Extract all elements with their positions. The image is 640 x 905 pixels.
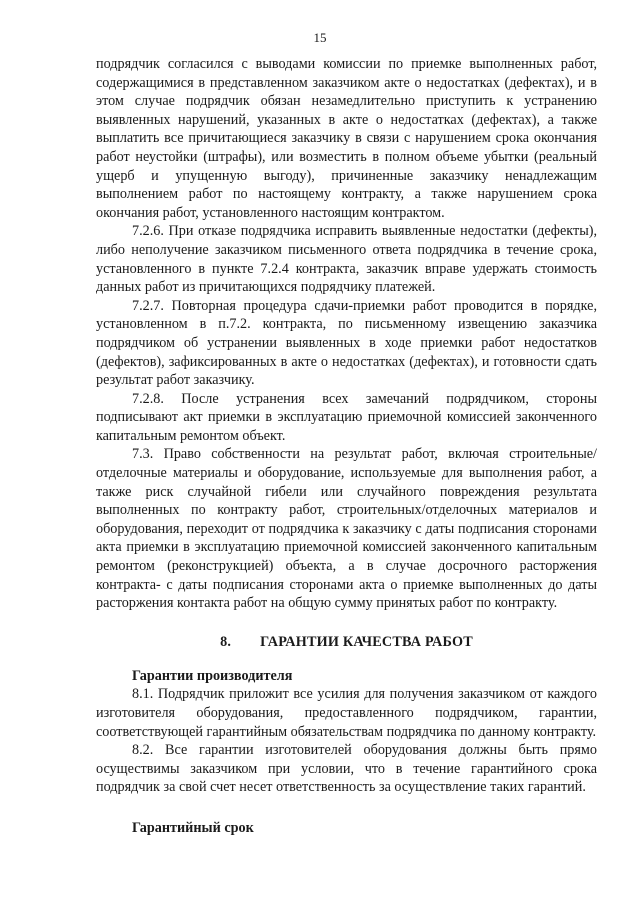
paragraph-7-2-7: 7.2.7. Повторная процедура сдачи-приемки работ проводится в порядке, установленном в п.7.2. контракта, по письменному извещению заказчика подрядчиком об устранении выявленных в ходе приемки работ недостатков (дефектов), зафиксированных в акте о недостатках (дефектах), и готовности сдать результат работ заказчику.	[96, 297, 597, 389]
subsection-heading-manufacturer-guarantees: Гарантии производителя	[132, 667, 293, 684]
paragraph-8-1: 8.1. Подрядчик приложит все усилия для получения заказчиком от каждого изготовителя оборудования, предоставленного подрядчиком, гарантии, соответствующей гарантийным обязательствам подрядчика по данному контракту.	[96, 686, 597, 740]
section-heading	[96, 632, 597, 652]
paragraph-8-2: 8.2. Все гарантии изготовителей оборудования должны быть прямо осуществимы заказчиком при условии, что в течение гарантийного срока подрядчик за свой счет несет ответственность за осуществление таких гарантий.	[96, 742, 597, 796]
document-body	[96, 55, 597, 838]
page-number: 15	[313, 30, 327, 45]
paragraph-7-2-6: 7.2.6. При отказе подрядчика исправить выявленные недостатки (дефекты), либо неполучение заказчиком письменного ответа подрядчика в течение срока, установленного в пункте 7.2.4 контракта, заказчик вправе удержать стоимость данных работ из причитающихся подрядчику платежей.	[96, 223, 597, 296]
subsection-heading-warranty-period: Гарантийный срок	[132, 819, 254, 836]
section-number: 8.	[220, 633, 232, 650]
paragraph-continuation: подрядчик согласился с выводами комиссии по приемке выполненных работ, содержащимися в представленном заказчиком акте о недостатках (дефектах), и в этом случае подрядчик обязан незамедлительно приступить к устранению выявленных нарушений, указанных в акте о недостатках (дефектах), а также выплатить все причитающиеся заказчику в связи с нарушением срока окончания работ неустойки (штрафы), или возместить в полном объеме убытки (реальный ущерб и упущенную выгоду), причиненные заказчику ненадлежащим выполнением работ по настоящему контракту, а также нарушением срока окончания работ, установленного настоящим контрактом.	[96, 56, 597, 221]
paragraph-7-2-8: 7.2.8. После устранения всех замечаний подрядчиком, стороны подписывают акт приемки в эксплуатацию приемочной комиссией законченного капитальным ремонтом объект.	[96, 390, 597, 444]
paragraph-7-3: 7.3. Право собственности на результат работ, включая строительные/отделочные материалы и оборудование, используемые для выполнения работ, а также риск случайной гибели или случайного повреждения результата выполненных по контракту работ, строительных/отделочных материалов и оборудования, переходит от подрядчика к заказчику с даты подписания сторонами акта приемки в эксплуатацию приемочной комиссией законченного капитальным ремонтом (реконструкцией) объекта, а в случае досрочного расторжения контракта- с даты подписания сторонами акта о приемке выполненных до даты расторжения контакта работ на общую сумму принятых работ по контракту.	[96, 446, 597, 612]
section-title: ГАРАНТИИ КАЧЕСТВА РАБОТ	[260, 633, 473, 650]
